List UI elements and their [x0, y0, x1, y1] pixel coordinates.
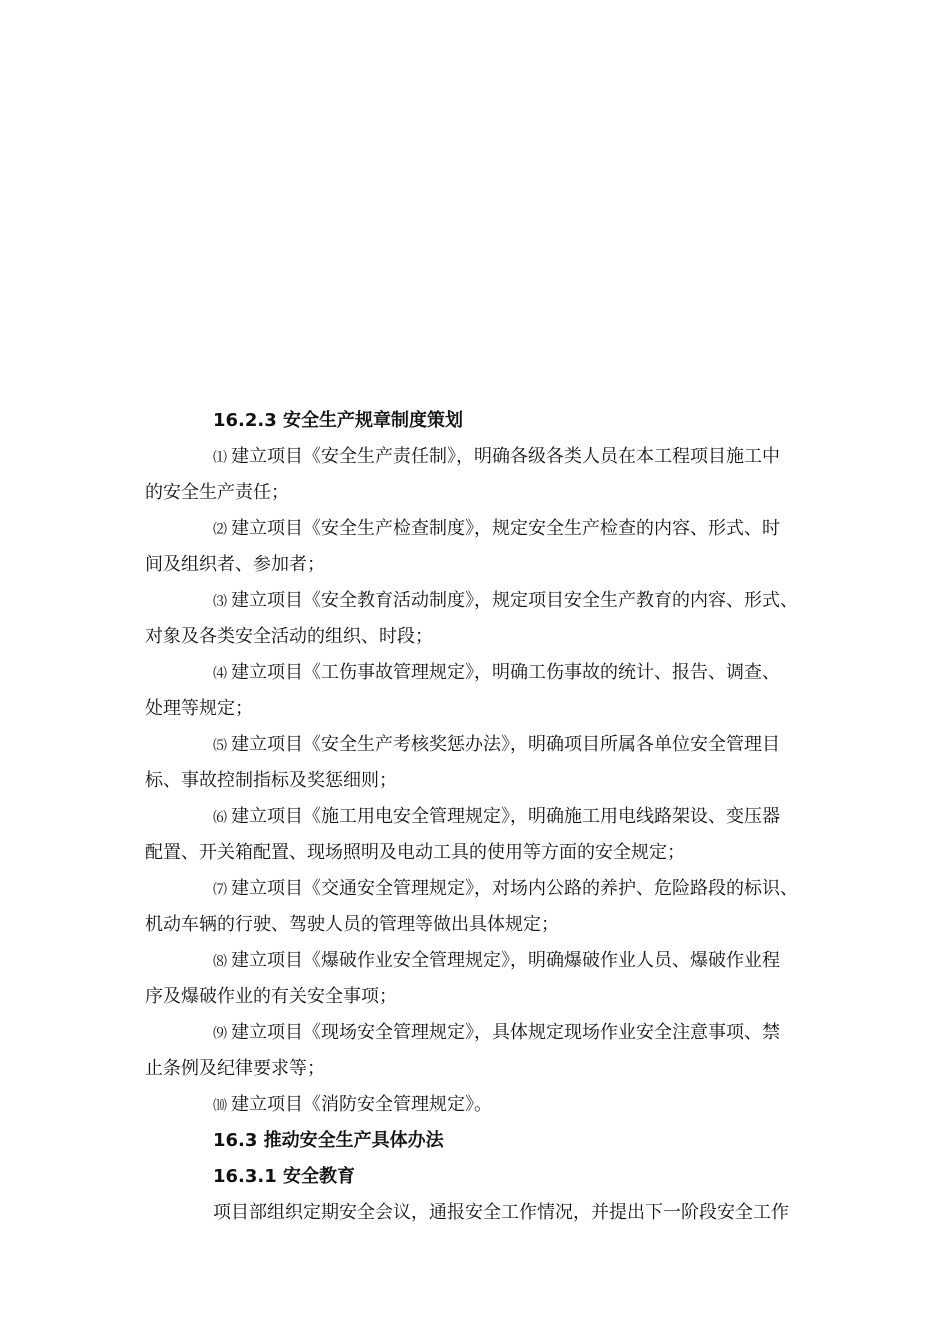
- section-heading-16-3: 16.3 推动安全生产具体办法: [213, 1130, 444, 1151]
- item-text-line2: 机动车辆的行驶、驾驶人员的管理等做出具体规定；: [145, 914, 559, 935]
- item-number: ⑹: [213, 810, 227, 826]
- item-text-line2: 间及组织者、参加者；: [145, 554, 325, 575]
- item-text-line2: 对象及各类安全活动的组织、时段；: [145, 626, 433, 647]
- item-text-line1: 建立项目《施工用电安全管理规定》，明确施工用电线路架设、变压器: [231, 806, 780, 827]
- item-text-line2: 序及爆破作业的有关安全事项；: [145, 986, 397, 1007]
- item-text-line1: 建立项目《安全生产检查制度》，规定安全生产检查的内容、形式、时: [231, 518, 780, 539]
- item-number: ⑷: [213, 666, 227, 682]
- item-number: ⑴: [213, 450, 227, 466]
- list-item: [145, 583, 870, 655]
- item-text-line1: 建立项目《现场安全管理规定》，具体规定现场作业安全注意事项、禁: [231, 1022, 780, 1043]
- item-text-line2: 处理等规定；: [145, 698, 253, 719]
- list-item: [145, 1015, 870, 1087]
- list-item: [145, 943, 870, 1015]
- item-text-line1: 建立项目《爆破作业安全管理规定》，明确爆破作业人员、爆破作业程: [231, 950, 780, 971]
- paragraph-text: 项目部组织定期安全会议，通报安全工作情况，并提出下一阶段安全工作: [213, 1202, 789, 1223]
- section-heading-16-2-3: 16.2.3 安全生产规章制度策划: [213, 410, 464, 431]
- document-body: [145, 403, 870, 1231]
- item-number: ⑽: [213, 1098, 227, 1114]
- list-item: [145, 871, 870, 943]
- item-text-line2: 标、事故控制指标及奖惩细则；: [145, 770, 397, 791]
- item-text-line1: 建立项目《安全生产责任制》，明确各级各类人员在本工程项目施工中: [231, 446, 780, 467]
- list-item: [145, 727, 870, 799]
- item-number: ⑵: [213, 522, 227, 538]
- item-text-line1: 建立项目《工伤事故管理规定》，明确工伤事故的统计、报告、调查、: [231, 662, 780, 683]
- list-item: [145, 655, 870, 727]
- list-item: [145, 1087, 870, 1123]
- item-text-line1: 建立项目《消防安全管理规定》。: [231, 1094, 492, 1115]
- list-item: [145, 439, 870, 511]
- section-heading-16-3-1: 16.3.1 安全教育: [213, 1166, 356, 1187]
- item-text-line1: 建立项目《安全生产考核奖惩办法》，明确项目所属各单位安全管理目: [231, 734, 780, 755]
- paragraph: [145, 1195, 870, 1231]
- item-text-line2: 止条例及纪律要求等；: [145, 1058, 325, 1079]
- item-text-line1: 建立项目《安全教育活动制度》，规定项目安全生产教育的内容、形式、: [231, 590, 798, 611]
- list-item: [145, 799, 870, 871]
- item-number: ⑸: [213, 738, 227, 754]
- item-text-line2: 配置、开关箱配置、现场照明及电动工具的使用等方面的安全规定；: [145, 842, 685, 863]
- item-number: ⑼: [213, 1026, 227, 1042]
- item-text-line2: 的安全生产责任；: [145, 482, 289, 503]
- item-number: ⑻: [213, 954, 227, 970]
- item-number: ⑶: [213, 594, 227, 610]
- item-text-line1: 建立项目《交通安全管理规定》，对场内公路的养护、危险路段的标识、: [231, 878, 798, 899]
- list-item: [145, 511, 870, 583]
- item-number: ⑺: [213, 882, 227, 898]
